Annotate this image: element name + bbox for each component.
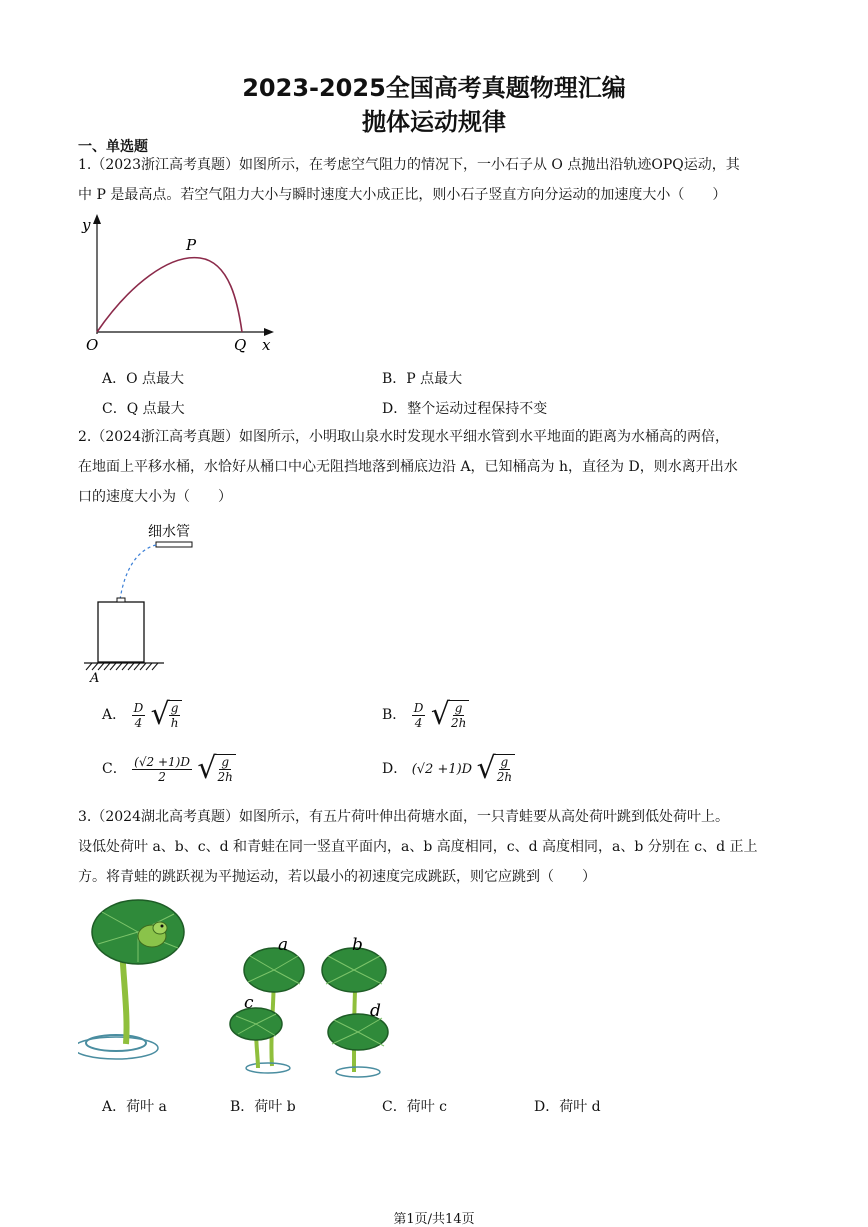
pipe-label: 细水管 — [148, 524, 190, 540]
frog-lily-pad — [78, 900, 184, 1059]
fraction: $\frac{(√2 +1)D}{2}$ — [134, 754, 190, 784]
q3-option-c[interactable]: C．荷叶 c — [382, 1099, 448, 1115]
q2-option-d[interactable] — [382, 751, 515, 786]
q1-option-a[interactable]: A．O 点最大 — [102, 371, 185, 387]
x-axis-arrow-icon — [264, 328, 274, 336]
bucket — [98, 602, 144, 662]
point-q-label: Q — [234, 336, 247, 354]
sqrt: √ $\frac{g}{2h}$ — [477, 754, 516, 784]
leaf-b-label: b — [352, 935, 363, 955]
lily-pad-d — [328, 1014, 388, 1077]
sqrt: √ $\frac{g}{2h}$ — [431, 700, 470, 730]
leaf-c-label: c — [244, 993, 254, 1013]
x-axis-label: x — [262, 336, 271, 354]
sqrt: √ $\frac{g}{h}$ — [151, 700, 182, 730]
page-number: 第1页/共14页 — [393, 1212, 475, 1227]
q2-bucket-figure — [80, 520, 210, 685]
point-o-label: O — [86, 336, 99, 354]
lily-pad-c — [230, 1008, 290, 1073]
q2-option-a[interactable] — [102, 697, 182, 732]
option-a-label: A． — [102, 707, 127, 723]
q3-option-a[interactable]: A．荷叶 a — [102, 1099, 167, 1115]
q1-stem-line1: 1.（2023浙江高考真题）如图所示，在考虑空气阻力的情况下，一小石子从 O 点抛出沿轨迹OPQ运动，其 — [78, 157, 740, 173]
section-heading: 一、单选题 — [78, 139, 148, 155]
q3-stem-line2: 设低处荷叶 a、b、c、d 和青蛙在同一竖直平面内，a、b 高度相同，c、d 高度相同，a、b 分别在 c、d 正上 — [78, 839, 758, 855]
y-axis-arrow-icon — [93, 214, 101, 224]
sqrt: √ $\frac{g}{2h}$ — [197, 754, 236, 784]
point-p-label: P — [186, 236, 197, 254]
q3-lotus-figure — [78, 896, 408, 1086]
page-title: 2023-2025全国高考真题物理汇编 — [242, 74, 626, 102]
q1-option-b[interactable]: B．P 点最大 — [382, 371, 463, 387]
water-pipe — [156, 542, 192, 547]
q2-stem-line3: 口的速度大小为（ ） — [78, 489, 232, 505]
q3-stem-line3: 方。将青蛙的跳跃视为平抛运动，若以最小的初速度完成跳跃，则它应跳到（ ） — [78, 869, 596, 885]
option-c-label: C． — [102, 761, 127, 777]
q2-option-b[interactable] — [382, 697, 469, 732]
leaf-d-label: d — [370, 1001, 381, 1021]
q2-option-c[interactable] — [102, 751, 236, 786]
ground-hatching — [86, 663, 158, 670]
q3-option-b[interactable]: B．荷叶 b — [230, 1099, 296, 1115]
q3-stem-line1: 3.（2024湖北高考真题）如图所示，有五片荷叶伸出荷塘水面，一只青蛙要从高处荷叶跳到低处荷叶上。 — [78, 809, 729, 825]
option-b-label: B． — [382, 707, 407, 723]
trajectory-curve — [97, 258, 242, 332]
page-subtitle: 抛体运动规律 — [362, 108, 506, 136]
fraction: $\frac{D}{4}$ — [133, 700, 144, 730]
q2-stem-line2: 在地面上平移水桶，水恰好从桶口中心无阻挡地落到桶底边沿 A，已知桶高为 h，直径为 D，则水离开出水 — [78, 459, 738, 475]
q3-option-d[interactable]: D．荷叶 d — [534, 1099, 601, 1115]
q1-trajectory-figure — [80, 214, 280, 354]
leaf-a-label: a — [278, 935, 289, 955]
q2-stem-line1: 2.（2024浙江高考真题）如图所示，小明取山泉水时发现水平细水管到水平地面的距离为水桶高的两倍， — [78, 429, 729, 445]
y-axis-label: y — [82, 216, 91, 234]
option-d-label: D． — [382, 761, 408, 777]
point-a-label: A — [90, 671, 100, 685]
q1-option-d[interactable]: D．整个运动过程保持不变 — [382, 401, 548, 417]
option-d-prefix: (√2 +1)D — [411, 762, 473, 777]
q1-option-c[interactable]: C．Q 点最大 — [102, 401, 185, 417]
fraction: $\frac{D}{4}$ — [413, 700, 424, 730]
bucket-mouth — [117, 598, 125, 602]
q1-stem-line2: 中 P 是最高点。若空气阻力大小与瞬时速度大小成正比，则小石子竖直方向分运动的加速度大小（ ） — [78, 187, 727, 203]
